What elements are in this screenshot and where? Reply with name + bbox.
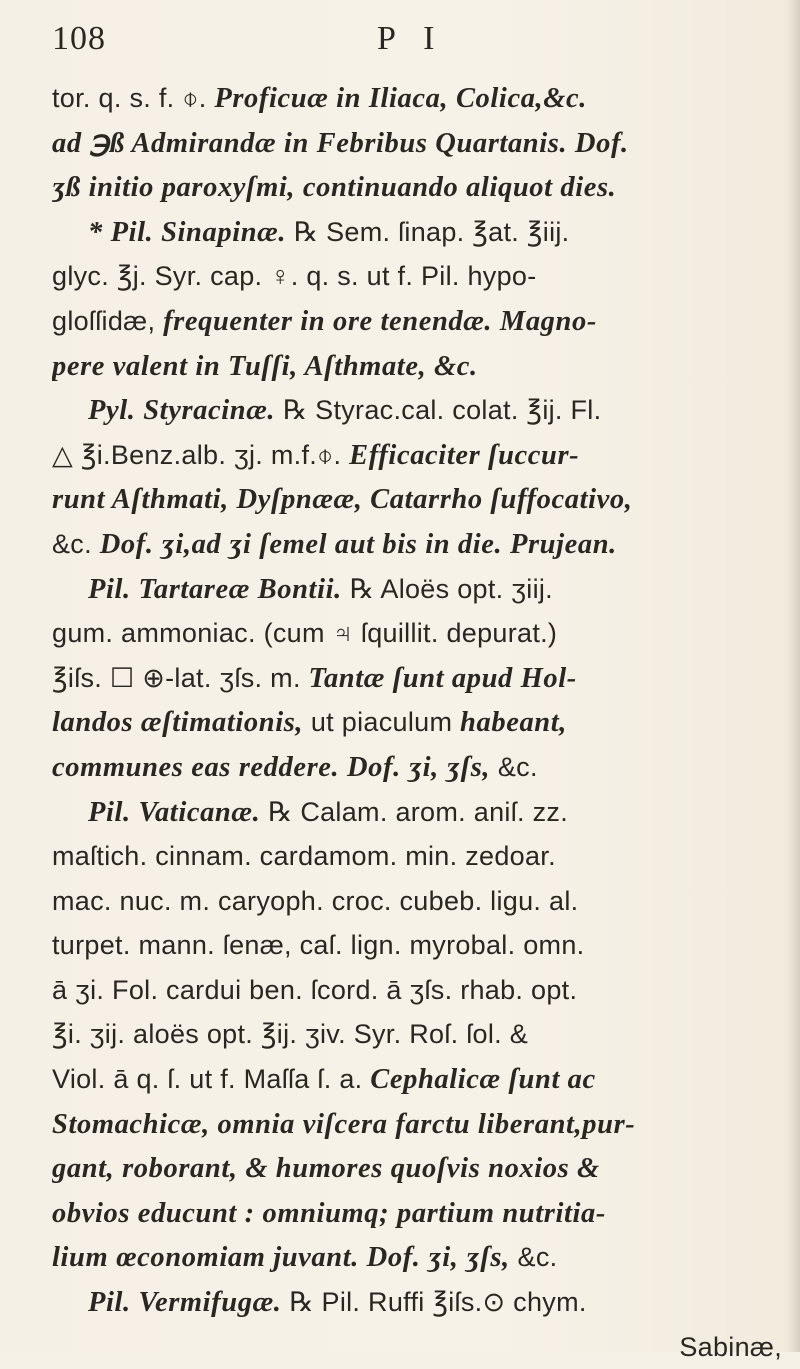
text-line: [52, 923, 784, 968]
text-line: [52, 254, 784, 299]
italic-text-segment: ʒß initio paroxyſmi, continuando aliquot dies.: [52, 172, 617, 204]
italic-text-segment: Pil. Vaticanæ.: [88, 796, 269, 828]
text-line: [52, 522, 784, 567]
text-line: [52, 745, 784, 790]
text-line: [52, 165, 784, 210]
roman-text-segment: gloſſidæ,: [52, 305, 164, 336]
text-line: [52, 567, 784, 612]
roman-text-segment: ℥i. ʒij. aloës opt. ℥ij. ʒiv. Syr. Roſ. ſol. &: [52, 1019, 529, 1050]
roman-text-segment: △ ℥i.Benz.alb. ʒj. m.f.⌽.: [52, 439, 350, 470]
text-line: [52, 1325, 784, 1369]
roman-text-segment: ℞ Calam. arom. aniſ. zz.: [268, 796, 568, 827]
text-line: [52, 76, 784, 121]
italic-text-segment: ad ℈ß Admirandæ in Febribus Quartanis. Dof.: [52, 127, 629, 159]
text-line: [52, 1102, 784, 1147]
page-number: 108: [52, 20, 106, 57]
text-line: [52, 700, 784, 745]
italic-text-segment: Pil. Vermifugæ.: [88, 1287, 290, 1319]
roman-text-segment: tor. q. s. f. ⌽.: [52, 83, 215, 113]
text-line: [52, 790, 784, 835]
roman-text-segment: ℞ Styrac.cal. colat. ℥ij. Fl.: [282, 395, 602, 426]
text-line: [52, 1235, 784, 1280]
text-line: [52, 834, 784, 879]
text-line: [52, 879, 784, 924]
italic-text-segment: Tantæ ſunt apud Hol-: [308, 662, 577, 694]
running-head: P I: [377, 20, 445, 57]
roman-text-segment: Viol. ā q. ſ. ut f. Maſſa ſ. a.: [52, 1064, 371, 1095]
roman-text-segment: gum. ammoniac. (cum ♃ ſquillit. depurat.): [52, 618, 558, 649]
text-line: [52, 1280, 784, 1325]
italic-text-segment: pere valent in Tuſſi, Aſthmate, &c.: [52, 350, 478, 382]
body-text: [52, 76, 784, 1369]
text-line: [52, 121, 784, 166]
roman-text-segment: ut piaculum: [310, 707, 461, 738]
roman-text-segment: &c.: [497, 751, 538, 782]
roman-text-segment: glyc. ℥j. Syr. cap. ♀. q. s. ut f. Pil. hypo-: [52, 261, 537, 292]
italic-text-segment: Pyl. Styracinæ.: [88, 395, 283, 427]
text-line: [52, 477, 784, 522]
text-line: [52, 1146, 784, 1191]
text-line: [52, 968, 784, 1013]
text-line: [52, 1191, 784, 1236]
italic-text-segment: Dof. ʒi,ad ʒi ſemel aut bis in die. Prujean.: [99, 528, 617, 560]
roman-text-segment: turpet. mann. ſenæ, caſ. lign. myrobal. omn.: [52, 930, 585, 961]
italic-text-segment: communes eas reddere. Dof. ʒi, ʒſs,: [52, 751, 498, 783]
roman-text-segment: ℞ Sem. ſinap. ℥at. ℥iij.: [293, 216, 570, 247]
italic-text-segment: runt Aſthmati, Dyſpnææ, Catarrho ſuffocativo,: [52, 484, 633, 516]
italic-text-segment: landos æſtimationis,: [52, 707, 311, 739]
italic-text-segment: habeant,: [460, 707, 567, 739]
text-line: [52, 344, 784, 389]
page-header: [52, 12, 772, 72]
italic-text-segment: obvios educunt : omniumq; partium nutritia-: [52, 1197, 606, 1229]
roman-text-segment: maſtich. cinnam. cardamom. min. zedoar.: [52, 841, 556, 872]
roman-text-segment: ℞ Pil. Ruffi ℥iſs.⊙ chym.: [289, 1287, 587, 1318]
italic-text-segment: gant, roborant, & humores quoſvis noxios &: [52, 1153, 600, 1185]
italic-text-segment: Cephalicæ ſunt ac: [370, 1064, 596, 1096]
italic-text-segment: lium œconomiam juvant. Dof. ʒi, ʒſs,: [52, 1242, 518, 1274]
italic-text-segment: * Pil. Sinapinæ.: [88, 216, 294, 248]
page-edge-shadow: [786, 0, 800, 1352]
text-line: [52, 656, 784, 701]
italic-text-segment: Proficuæ in Iliaca, Colica,&c.: [214, 83, 588, 114]
text-line: [52, 433, 784, 478]
italic-text-segment: frequenter in ore tenendæ. Magno-: [163, 305, 597, 337]
text-line: [52, 210, 784, 255]
roman-text-segment: Sabinæ,: [679, 1331, 782, 1362]
roman-text-segment: ℞ Aloës opt. ʒiij.: [349, 573, 553, 604]
text-line: [52, 388, 784, 433]
roman-text-segment: &c.: [517, 1242, 558, 1273]
text-line: [52, 611, 784, 656]
text-line: [52, 1012, 784, 1057]
italic-text-segment: Efficaciter ſuccur-: [349, 439, 580, 471]
italic-text-segment: Stomachicæ, omnia viſcera farctu liberant,pur-: [52, 1108, 636, 1140]
text-line: [52, 299, 784, 344]
text-line: [52, 1057, 784, 1102]
italic-text-segment: Pil. Tartareæ Bontii.: [88, 573, 350, 605]
roman-text-segment: mac. nuc. m. caryoph. croc. cubeb. ligu. al.: [52, 885, 579, 916]
roman-text-segment: ā ʒi. Fol. cardui ben. ſcord. ā ʒſs. rhab. opt.: [52, 974, 578, 1005]
roman-text-segment: &c.: [52, 528, 100, 559]
roman-text-segment: ℥iſs. ☐ ⊕-lat. ʒſs. m.: [52, 662, 309, 693]
